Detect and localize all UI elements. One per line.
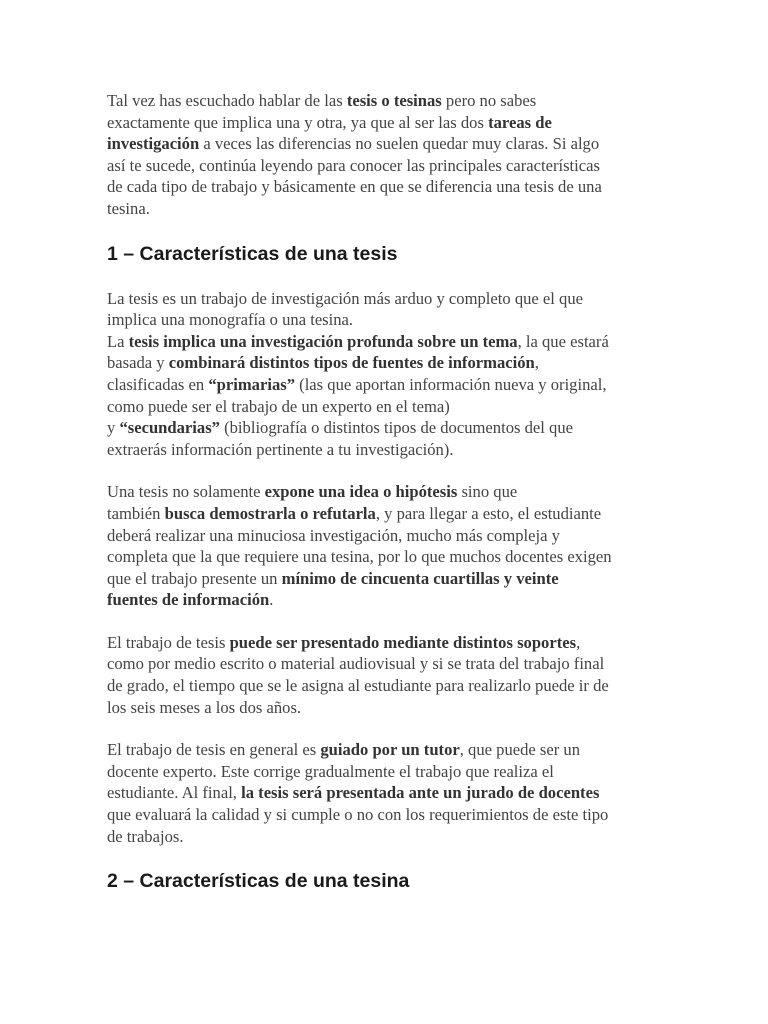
text-run: extraerás información pertinente a tu investigación). (107, 439, 454, 459)
text-run: que evaluará la calidad y si cumple o no con los requerimientos de este tipo (107, 805, 609, 825)
text-line (107, 632, 667, 654)
text-line (107, 198, 667, 220)
text-line (107, 739, 667, 761)
tesis-tutor-paragraph (107, 739, 667, 847)
text-line (107, 782, 667, 804)
bold-text: mínimo de cincuenta cuartillas y veinte (281, 568, 559, 588)
text-run: de grado, el tiempo que se le asigna al estudiante para realizarlo puede ir de (107, 676, 609, 696)
text-run: La tesis es un trabajo de investigación más arduo y completo que el que (107, 288, 584, 308)
text-run: , y para llegar a esto, el estudiante (375, 503, 602, 523)
text-line (107, 309, 667, 331)
bold-text: busca demostrarla o refutarla (164, 503, 376, 523)
text-run: basada y (107, 353, 169, 373)
text-run: los seis meses a los dos años. (107, 697, 302, 717)
text-line (107, 653, 667, 675)
text-line (107, 133, 667, 155)
text-run: de cada tipo de trabajo y básicamente en que se diferencia una tesis de una (107, 177, 602, 197)
text-run: completa que la que requiere una tesina, por lo que muchos docentes exigen (107, 547, 612, 567)
bold-text: combinará distintos tipos de fuentes de información (168, 353, 535, 373)
section-heading-2: 2 – Características de una tesina (107, 870, 410, 893)
text-run: (las que aportan información nueva y original, (295, 374, 607, 394)
text-run: estudiante. Al final, (107, 783, 242, 803)
text-run: como puede ser el trabajo de un experto en el tema) (107, 396, 450, 416)
text-line (107, 568, 667, 590)
text-line (107, 481, 667, 503)
text-line (107, 288, 667, 310)
text-line (107, 112, 667, 134)
text-run: también (107, 503, 165, 523)
text-run: sino que (457, 482, 518, 502)
bold-text: la tesis será presentada ante un jurado de docentes (241, 783, 600, 803)
text-run: (bibliografía o distintos tipos de documentos del que (219, 418, 573, 438)
text-line (107, 804, 667, 826)
text-run: así te sucede, continúa leyendo para conocer las principales características (107, 155, 600, 175)
tesis-definition-paragraph (107, 288, 667, 461)
text-line (107, 503, 667, 525)
text-run: El trabajo de tesis (107, 632, 230, 652)
text-line (107, 761, 667, 783)
tesis-format-paragraph (107, 632, 667, 718)
text-run: y (107, 418, 120, 438)
text-run: exactamente que implica una y otra, ya que al ser las dos (107, 112, 489, 132)
bold-text: “secundarias” (119, 418, 220, 438)
text-run: Una tesis no solamente (107, 482, 265, 502)
tesis-hypothesis-paragraph (107, 481, 667, 611)
text-line (107, 589, 667, 611)
text-run: , (576, 632, 581, 652)
text-line (107, 90, 667, 112)
text-run: deberá realizar una minuciosa investigación, mucho más compleja y (107, 525, 560, 545)
text-line (107, 331, 667, 353)
bold-text: puede ser presentado mediante distintos soportes (229, 632, 577, 652)
text-run: Tal vez has escuchado hablar de las (107, 91, 347, 110)
intro-paragraph (107, 90, 667, 220)
bold-text: “primarias” (208, 374, 296, 394)
text-line (107, 396, 667, 418)
bold-text: expone una idea o hipótesis (264, 482, 458, 502)
text-run: , que puede ser un (459, 740, 581, 760)
text-line (107, 374, 667, 396)
text-run: , la que estará (517, 331, 609, 351)
text-run: tesina. (107, 198, 150, 218)
bold-text: tareas de (488, 112, 552, 132)
text-run: El trabajo de tesis en general es (107, 740, 321, 760)
text-run: , (534, 353, 539, 373)
text-run: clasificadas en (107, 374, 209, 394)
document-body (107, 90, 667, 893)
text-line (107, 155, 667, 177)
text-line (107, 439, 667, 461)
text-line (107, 525, 667, 547)
text-run: . (269, 590, 274, 610)
text-run: como por medio escrito o material audiovisual y si se trata del trabajo final (107, 654, 605, 674)
bold-text: tesis o tesinas (346, 91, 442, 110)
text-run: pero no sabes (441, 91, 537, 110)
text-line (107, 176, 667, 198)
text-run: implica una monografía o una tesina. (107, 310, 354, 330)
text-line (107, 352, 667, 374)
text-run: La (107, 331, 129, 351)
text-line (107, 675, 667, 697)
text-line (107, 697, 667, 719)
text-run: a veces las diferencias no suelen quedar muy claras. Si algo (199, 134, 600, 154)
bold-text: tesis implica una investigación profunda sobre un tema (128, 331, 518, 351)
text-line (107, 826, 667, 848)
text-run: de trabajos. (107, 826, 184, 846)
text-run: que el trabajo presente un (107, 568, 282, 588)
text-line (107, 417, 667, 439)
section-heading-1: 1 – Características de una tesis (107, 242, 398, 265)
bold-text: fuentes de información (107, 590, 270, 610)
text-run: docente experto. Este corrige gradualmente el trabajo que realiza el (107, 761, 554, 781)
bold-text: guiado por un tutor (320, 740, 460, 760)
bold-text: investigación (107, 134, 200, 154)
text-line (107, 546, 667, 568)
